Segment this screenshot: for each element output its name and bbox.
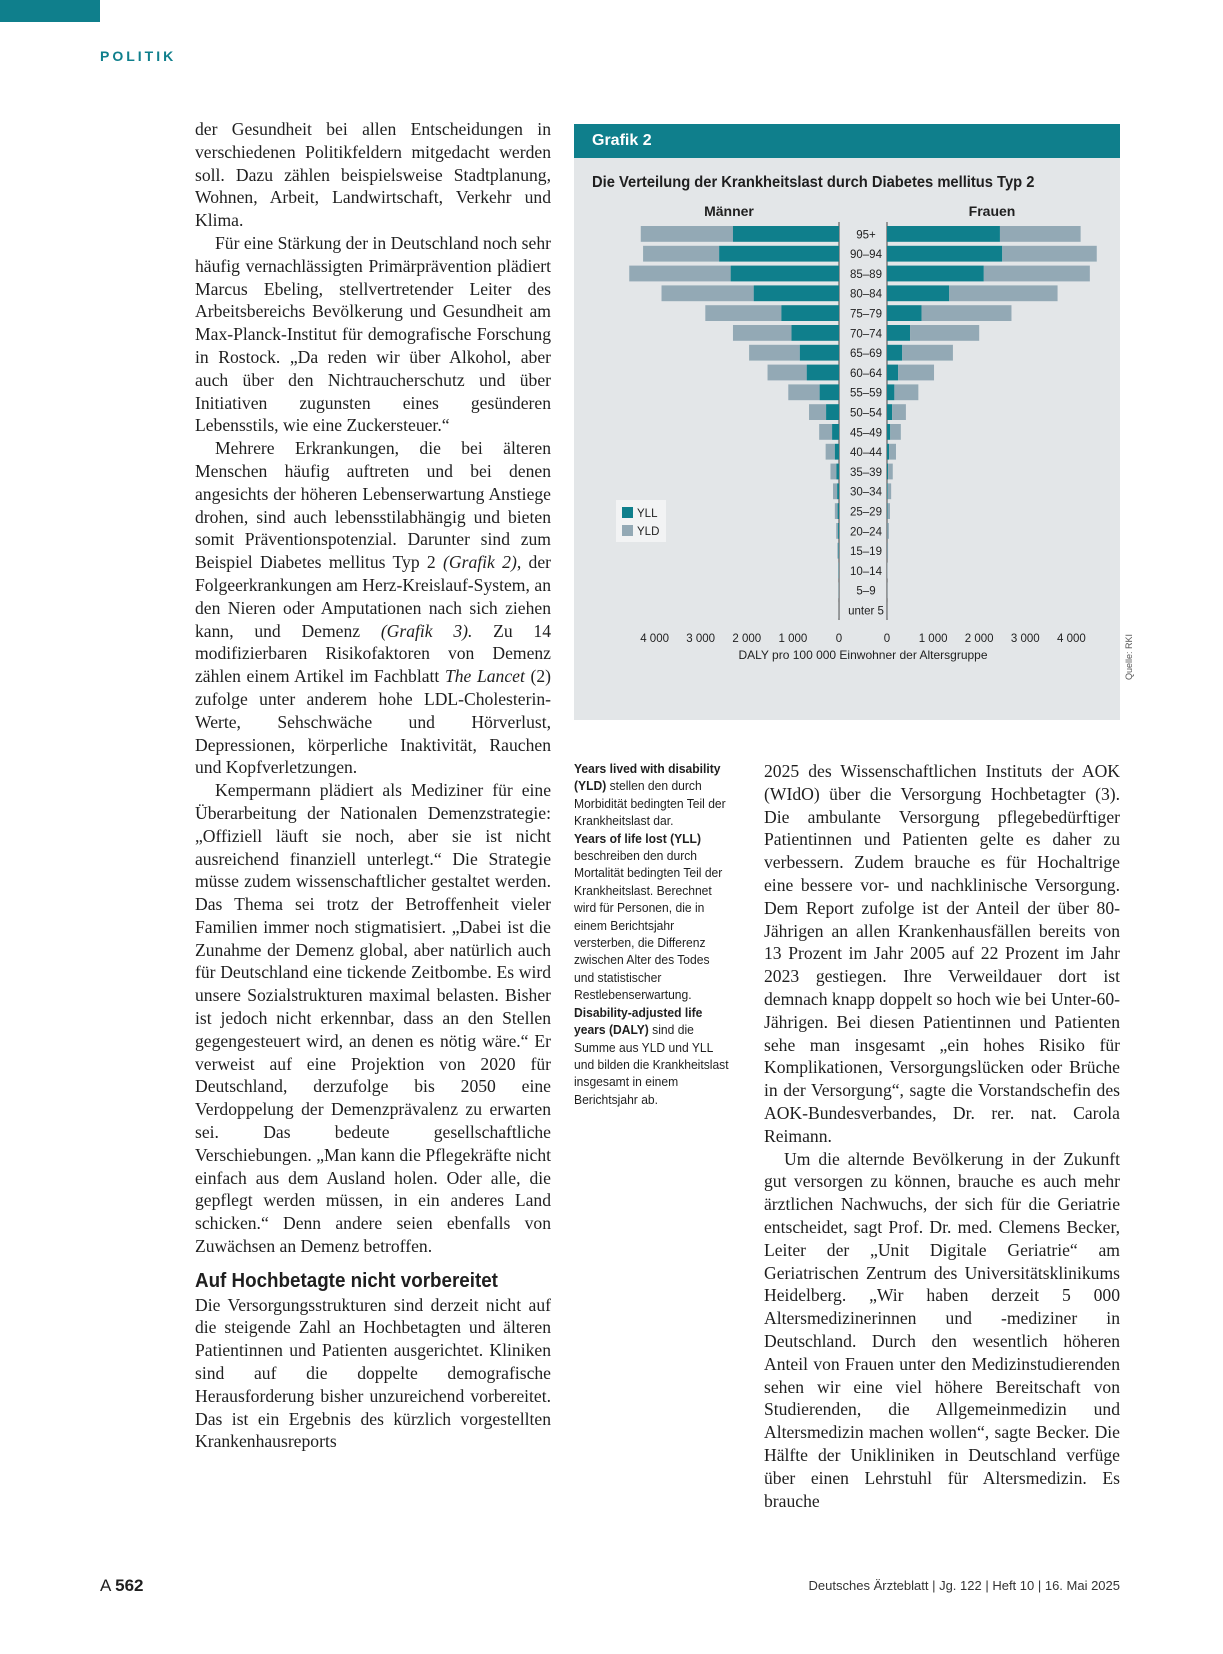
glossary-term-yll: Years of life lost (YLL) — [574, 830, 701, 846]
bar-women-yll — [887, 464, 888, 480]
bar-women-yll — [887, 384, 894, 400]
glossary-term-yld: Years lived with disability (YLD) — [574, 761, 721, 794]
age-group-label: 70–74 — [850, 328, 882, 341]
bar-women-yld — [898, 365, 934, 381]
bar-men-yld — [809, 404, 826, 420]
age-group-label: 55–59 — [850, 387, 882, 400]
age-group-label: 20–24 — [850, 526, 882, 539]
bar-men-yll — [792, 325, 839, 341]
age-group-label: 5–9 — [856, 585, 876, 598]
bar-women-yld — [902, 345, 953, 361]
age-group-label: 10–14 — [850, 565, 882, 578]
bar-women-yll — [887, 266, 984, 282]
legend-swatch-yll — [622, 507, 633, 518]
age-group-label: 65–69 — [850, 348, 882, 361]
bar-women-yll — [887, 483, 888, 499]
right-column — [764, 760, 1120, 1512]
bar-men-yld — [768, 365, 807, 381]
bar-men-yld — [819, 424, 832, 440]
age-group-label: 75–79 — [850, 308, 882, 321]
bar-women-yll — [887, 444, 889, 460]
paragraph: Die Versorgungsstrukturen sind derzeit nicht auf die steigende Zahl an Hochbetagten und älteren Patientinnen und Patienten ausgerichtet. Kliniken sind auf die doppelte demografische Herausforderung bisher unzureichend vorbereitet. Das ist ein Ergebnis des kürzlich vorgestellten Krankenhausreports — [195, 1294, 551, 1452]
population-pyramid-chart — [574, 124, 1120, 720]
bar-men-yld — [749, 345, 800, 361]
age-group-label: unter 5 — [848, 605, 884, 618]
bar-men-yld — [830, 464, 836, 480]
figure-reference: (Grafik 2) — [443, 552, 517, 573]
glossary-definition: beschreiben den durch Mortalität bedingten Teil der Krankheitslast. Berechnet wird für Personen, die in einem Berichtsjahr versterben, die Differenz zwischen Alter des Todes und statistischer Restlebenserwartung. — [574, 848, 723, 1003]
bar-men-yll — [832, 424, 839, 440]
x-tick-label-men: 0 — [835, 633, 843, 645]
chart-panel — [574, 124, 1120, 720]
figure-reference: (Grafik 3). — [380, 620, 473, 641]
age-group-label: 25–29 — [850, 506, 882, 519]
age-group-label: 40–44 — [850, 447, 882, 460]
bar-men-yld — [835, 503, 838, 519]
bar-women-yll — [887, 305, 922, 321]
bar-men-yll — [826, 404, 839, 420]
age-group-label: 85–89 — [850, 268, 882, 281]
age-group-label: 45–49 — [850, 427, 882, 440]
bar-women-yld — [888, 464, 893, 480]
age-group-label: 50–54 — [850, 407, 882, 420]
bar-men-yll — [836, 464, 839, 480]
x-tick-label-men: 1 000 — [778, 633, 808, 645]
journal-footer: Deutsches Ärzteblatt | Jg. 122 | Heft 10 | 16. Mai 2025 — [808, 1578, 1120, 1593]
bar-men-yll — [733, 226, 839, 242]
x-axis-label: DALY pro 100 000 Einwohner der Altersgruppe — [738, 648, 988, 662]
x-tick-label-men: 2 000 — [732, 633, 762, 645]
bar-women-yll — [887, 226, 1000, 242]
bar-women-yll — [887, 325, 910, 341]
x-tick-label-women: 2 000 — [964, 633, 994, 645]
bar-men-yld — [705, 305, 781, 321]
page-number-value: 562 — [115, 1576, 144, 1595]
bar-women-yld — [892, 404, 906, 420]
bar-women-yll — [887, 404, 892, 420]
left-column — [195, 118, 551, 1453]
bar-women-yll — [887, 365, 898, 381]
bar-men-yld — [662, 285, 754, 301]
bar-men-yll — [754, 285, 839, 301]
x-tick-label-women: 1 000 — [918, 633, 948, 645]
x-tick-label-women: 4 000 — [1057, 633, 1086, 645]
bar-men-yll — [731, 266, 839, 282]
subheading: Auf Hochbetagte nicht vorbereitet — [195, 1269, 498, 1292]
x-tick-label-men: 4 000 — [640, 633, 669, 645]
bar-men-yll — [807, 365, 839, 381]
chart-title: Die Verteilung der Krankheitslast durch Diabetes mellitus Typ 2 — [592, 174, 1035, 191]
bar-men-yld — [833, 483, 837, 499]
chart-source: Quelle: RKI — [1124, 633, 1134, 680]
x-tick-label-men: 3 000 — [686, 633, 716, 645]
bar-women-yld — [889, 444, 896, 460]
bar-women-yld — [949, 285, 1057, 301]
text-run: Zu 14 modifizierbaren Risikofaktoren von Demenz zählen einem Artikel im Fachblatt — [195, 620, 552, 687]
bar-women-yld — [1002, 246, 1097, 262]
bar-women-yld — [984, 266, 1090, 282]
bar-men-yld — [629, 266, 730, 282]
age-group-label: 95+ — [856, 229, 876, 242]
bar-men-yld — [733, 325, 792, 341]
bar-women-yll — [887, 246, 1002, 262]
bar-women-yld — [888, 483, 891, 499]
accent-bar — [0, 0, 100, 22]
x-tick-label-women: 3 000 — [1010, 633, 1040, 645]
bar-men-yll — [837, 483, 839, 499]
paragraph: Für eine Stärkung der in Deutschland noch sehr häufig vernachlässigten Primärprävention plädiert Marcus Ebeling, stellvertretender Leiter des Arbeitsbereichs Bevölkerung und Gesundheit am Max-Planck-Institut für demografische Forschung in Rostock. „Da reden wir über Alkohol, aber auch über den Nichtraucherschutz und über Initiativen zugunsten eines gesünderen Lebensstils, wie eine Zuckersteuer.“ — [195, 232, 551, 436]
panel-label-men: Männer — [704, 203, 754, 219]
paragraph: Um die alternde Bevölkerung in der Zukunft gut versorgen zu können, brauche es auch mehr ärztlichen Nachwuchs, der sich für die Geriatrie entscheidet, sagt Prof. Dr. med. Clemens Becker, Leiter der „Unit Digitale Geriatrie“ am Geriatrischen Zentrum des Universitätsklinikums Heidelberg. „Wir haben derzeit 5 000 Altersmedizinerinnen und -mediziner in Deutschland. Durch den wesentlich höheren Anteil von Frauen unter den Medizinstudierenden sehen wir eine viel höhere Bereitschaft von Studierenden, die Allgemeinmedizin und Altersmedizin machen wollen“, sagte Becker. Die Hälfte der Unikliniken in Deutschland verfüge über einen Lehrstuhl für Altersmedizin. Es brauche — [764, 1148, 1120, 1511]
bar-women-yld — [887, 503, 890, 519]
text-run: , der Folgeerkrankungen am Herz-Kreislauf-System, an den Nieren oder Amputationen nach sich ziehen kann, und Demenz — [195, 552, 551, 641]
age-group-label: 15–19 — [850, 546, 882, 559]
bar-men-yld — [837, 543, 838, 559]
glossary-definition: stellen den durch Morbidität bedingten Teil der Krankheitslast dar. — [574, 778, 726, 829]
bar-women-yld — [894, 384, 918, 400]
bar-women-yll — [887, 285, 949, 301]
bar-women-yld — [1000, 226, 1081, 242]
bar-men-yll — [838, 523, 839, 539]
legend-swatch-yld — [622, 525, 633, 536]
bar-men-yll — [800, 345, 839, 361]
journal-name: The Lancet — [444, 666, 525, 687]
paragraph: 2025 des Wissenschaftlichen Instituts der AOK (WIdO) über die Versorgung Hochbetagter (3). Die ambulante Versorgung pflegebedürftiger Patientinnen und Patienten gelte es daher zu verbessern. Zudem brauche es für Hochaltrige eine bessere vor- und nachklinische Versorgung. Dem Report zufolge ist der Anteil der über 80-Jährigen an allen Krankenhausfällen bereits von 13 Prozent im Jahr 2005 auf 22 Prozent im Jahr 2023 gestiegen. Ihre Verweildauer dort ist demnach knapp doppelt so hoch wie bei Unter-60-Jährigen. Bei diesen Patientinnen und Patienten sehe man insgesamt „ein hohes Risiko für Komplikationen, Versorgungslücken oder Brüche in der Versorgung“, sagte die Vorstandschefin des AOK-Bundesverbandes, Dr. rer. nat. Carola Reimann. — [764, 761, 1120, 1146]
bar-men-yld — [643, 246, 719, 262]
bar-women-yll — [887, 345, 902, 361]
page-prefix: A — [100, 1576, 116, 1595]
glossary-box — [574, 760, 730, 1108]
paragraph: Kempermann plädiert als Mediziner für eine Überarbeitung der Nationalen Demenzstrategie: „Offiziell läuft sie noch, aber sie ist nicht ausreichend finanziell unterlegt.“ Die Strategie müsse zudem wissenschaftlicher gestaltet werden. Das Thema sei trotz der Betroffenheit vieler Familien immer noch stigmatisiert. „Dabei ist die Zunahme der Demenz global, aber natürlich auch für Deutschland eine tickende Zeitbombe. Es wird unsere Sozialstrukturen maximal belasten. Bisher ist jedoch nicht erkennbar, dass an den Stellen gegengesteuert wird, an denen es nötig wäre.“ Er verweist auf eine Projektion von 2020 für Deutschland, derzufolge bis 2050 eine Verdoppelung der Demenzprävalenz zu erwarten sei. Das bedeute gesellschaftliche Verschiebungen. „Man kann die Pflegekräfte nicht einfach aus dem Ausland holen. Oder alle, die gepflegt werden müssen, in ein anderes Land schicken.“ Denn andere seien ebenfalls von Zuwächsen an Demenz betroffen. — [195, 780, 551, 1257]
bar-women-yld — [887, 523, 889, 539]
x-tick-label-women: 0 — [883, 633, 891, 645]
legend-label-yll: YLL — [637, 508, 658, 520]
bar-women-yld — [887, 543, 888, 559]
bar-men-yll — [820, 384, 839, 400]
section-label: POLITIK — [100, 48, 177, 64]
legend-label-yld: YLD — [637, 526, 660, 538]
age-group-label: 80–84 — [850, 288, 882, 301]
bar-men-yld — [788, 384, 819, 400]
panel-label-women: Frauen — [968, 203, 1016, 219]
age-group-label: 35–39 — [850, 466, 882, 479]
glossary-definition: sind die Summe aus YLD und YLL und bilden die Krankheitslast insgesamt in einem Berichtsjahr ab. — [574, 1022, 729, 1107]
age-group-label: 90–94 — [850, 249, 882, 262]
bar-men-yll — [781, 305, 839, 321]
page-number — [100, 1576, 144, 1596]
bar-women-yld — [922, 305, 1012, 321]
paragraph: der Gesundheit bei allen Entscheidungen in verschiedenen Politikfeldern mitgedacht werden soll. Dazu zählen beispielsweise Stadtplanung, Wohnen, Arbeit, Landwirtschaft, Verkehr und Klima. — [195, 119, 551, 231]
glossary-term-daly: Disability-adjusted life years (DALY) — [574, 1004, 703, 1038]
bar-men-yld — [836, 523, 838, 539]
paragraph — [195, 437, 551, 779]
text-run: Mehrere Erkrankungen, die bei älteren Menschen häufig auftreten und bei denen angesichts der höheren Lebenserwartung Anstiege drohen, sind auch lebensstilabhängig und bieten somit Präventionspotenzial. Darunter sind zum Beispiel Diabetes mellitus Typ 2 — [195, 438, 551, 573]
age-group-label: 30–34 — [850, 486, 882, 499]
bar-men-yld — [641, 226, 733, 242]
text-run: (2) zufolge unter anderem hohe LDL-Cholesterin-Werte, Sehschwäche und Hörverlust, Depressionen, körperliche Inaktivität, Rauchen und Kopfverletzungen. — [195, 666, 551, 778]
bar-women-yld — [890, 424, 901, 440]
bar-men-yld — [826, 444, 835, 460]
age-group-label: 60–64 — [850, 367, 882, 380]
bar-men-yll — [835, 444, 839, 460]
bar-men-yll — [719, 246, 839, 262]
bar-men-yll — [838, 503, 839, 519]
bar-women-yll — [887, 424, 890, 440]
bar-women-yld — [910, 325, 979, 341]
chart-header: Grafik 2 — [574, 124, 1120, 158]
